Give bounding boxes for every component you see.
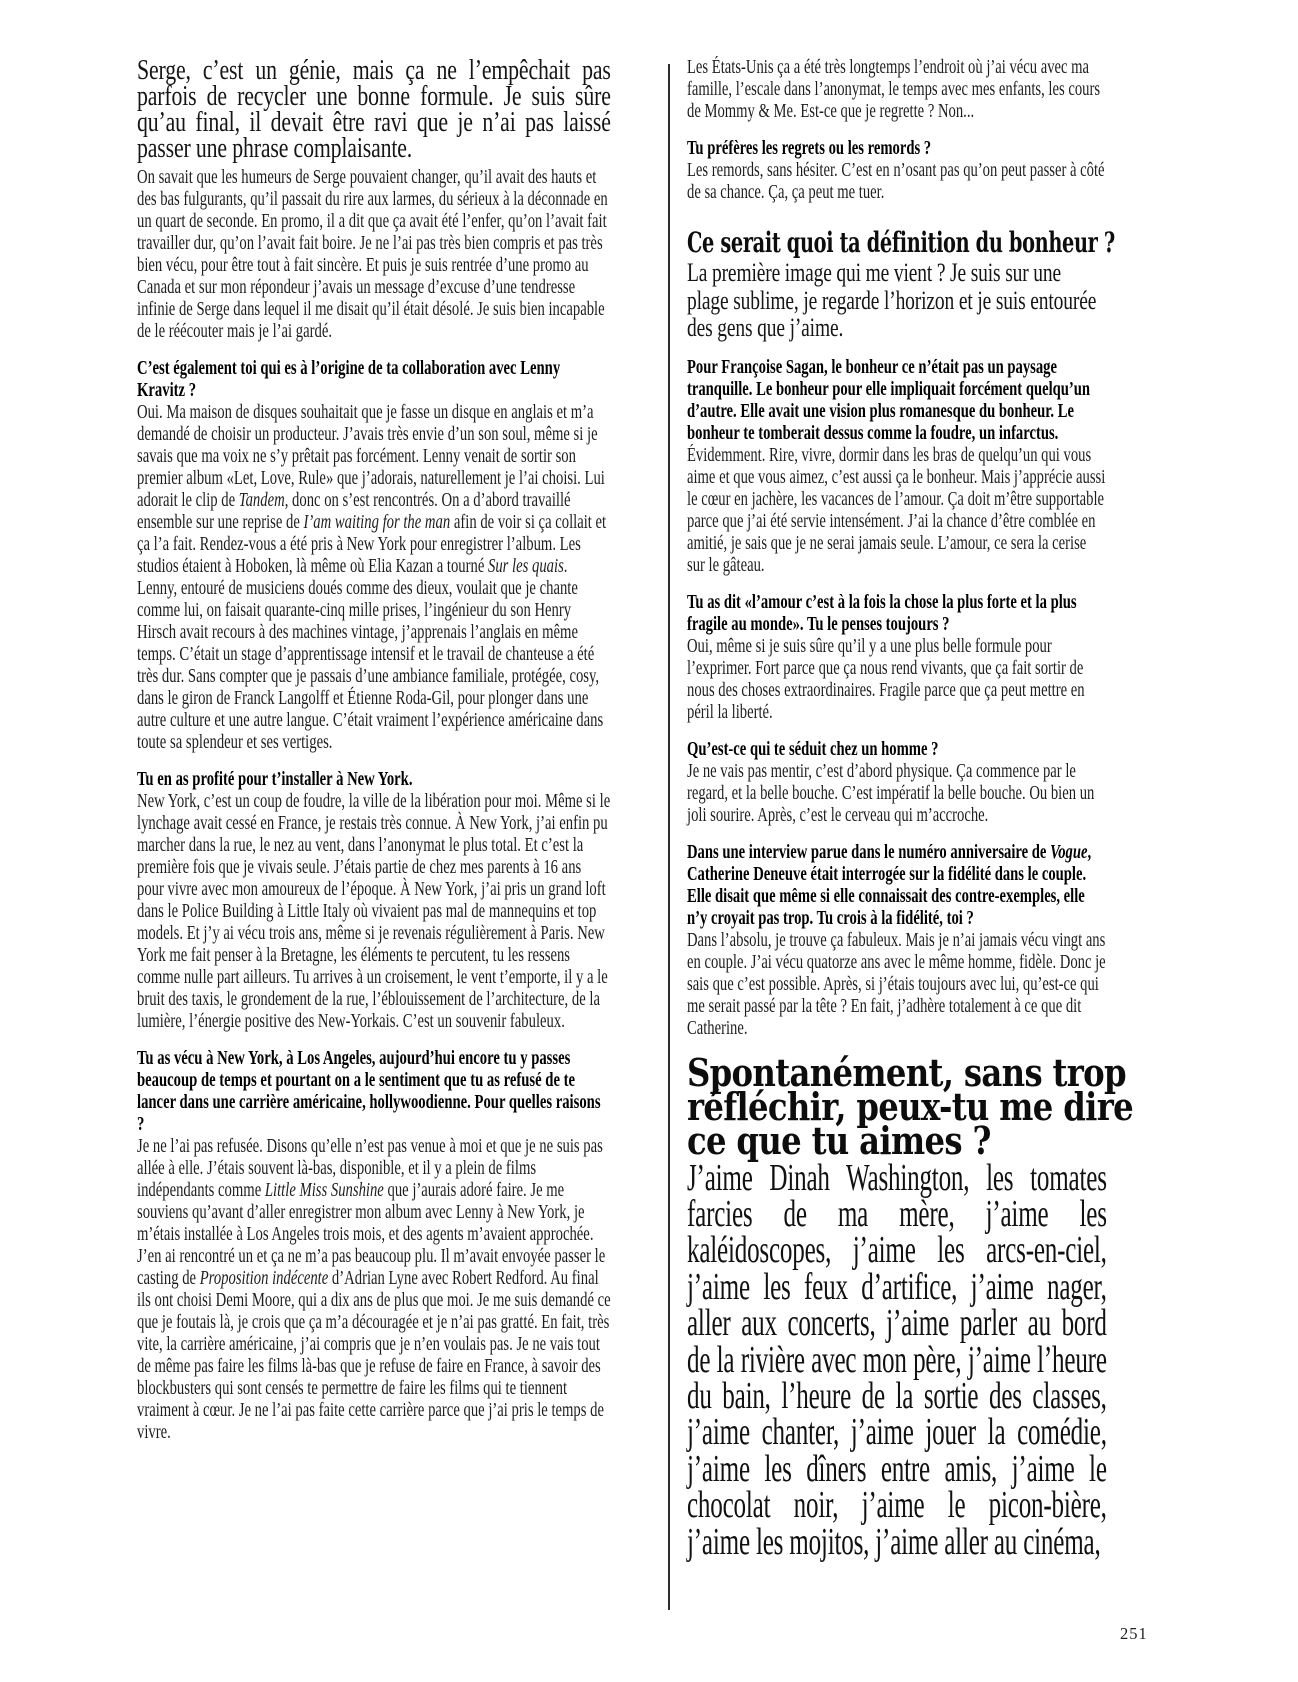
interview-answer: Dans l’absolu, je trouve ça fabuleux. Mais je n’ai jamais vécu vingt ans en couple. J’ai vécu quatorze ans avec le même homme, fidèle. Donc je sais que c’est possible. Après, si j’étais toujours avec lui, qu’est-ce qui me serait passé par la tête ? En fait, j’adhère totalement à ce que dit Catherine. — [687, 929, 1110, 1039]
interview-question: Qu’est-ce qui te séduit chez un homme ? — [687, 738, 939, 760]
page-number: 251 — [1120, 1624, 1148, 1643]
headline-line: réfléchir, peux-tu me dire — [687, 1083, 1133, 1129]
interview-question: Tu préfères les regrets ou les remords ? — [687, 138, 932, 159]
interview-question: Tu as vécu à New York, à Los Angeles, aujourd’hui encore tu y passes beaucoup de temps et pourtant on a le sentiment que tu as refusé de te lancer dans une carrière américaine, hollywoodienne. Pour quelles raisons ? — [137, 1048, 605, 1135]
headline-line: Ce serait quoi ta définition du bonheur ? — [687, 226, 1115, 259]
interview-question: Tu as dit «l’amour c’est à la fois la chose la plus forte et la plus fragile au monde». Tu le penses toujours ? — [687, 591, 1081, 635]
body-paragraph: Les États-Unis ça a été très longtemps l’endroit où j’ai vécu avec ma famille, l’escale dans l’anonymat, le temps avec mes enfants, les cours de Mommy & Me. Est-ce que je regrette ? Non... — [687, 57, 1104, 122]
likes-pull-quote: J’aime Dinah Washington, les tomates farcies de ma mère, j’aime les kaléidoscopes, j’aime les arcs-en-ciel, j’aime les feux d’artifice, j’aime nager, aller aux concerts, j’aime parler au bord de la rivière avec mon père, j’aime l’heure du bain, l’heure de la sortie des classes, j’aime chanter, j’aime jouer la comédie, j’aime les dîners entre amis, j’aime le chocolat noir, j’aime le picon-bière, j’aime les mojitos, j’aime aller au cinéma, — [687, 1156, 1113, 1563]
intro-pull-quote: Serge, c’est un génie, mais ça ne l’empêchait pas parfois de recycler une bonne formule. Je suis sûre qu’au final, il devait être ravi que je n’ai pas laissé passer une phrase complaisante. — [137, 54, 617, 164]
section-headline — [687, 226, 1115, 259]
interview-answer: Les remords, sans hésiter. C’est en n’osant pas qu’on peut passer à côté de sa chance. Ça, ça peut me tuer. — [687, 160, 1109, 203]
interview-question: Pour Françoise Sagan, le bonheur ce n’était pas un paysage tranquille. Le bonheur pour elle impliquait forcément quelqu’un d’autre. Elle avait une vision plus romanesque du bonheur. Le bonheur te tomberait dessus comme la foudre, un infarctus. — [687, 356, 1094, 444]
interview-answer: Je ne vais pas mentir, c’est d’abord physique. Ça commence par le regard, et la belle bouche. C’est impératif la belle bouche. Ou bien un joli sourire. Après, c’est le cerveau qui m’accroche. — [687, 760, 1098, 826]
interview-question: Tu en as profité pour t’installer à New York. — [137, 769, 413, 790]
interview-answer: Oui. Ma maison de disques souhaitait que je fasse un disque en anglais et m’a demandé de choisir un producteur. J’avais très envie d’un son soul, même si je savais que ma voix ne s’y prêtait pas forcément. Lenny venait de sortir son premier album «Let, Love, Rule» que j’adorais, naturellement je l’ai choisi. Lui adorait le clip de Tandem, donc on s’est rencontrés. On a d’abord travaillé ensemble sur une reprise de I’am waiting for the man afin de voir si ça collait et ça l’a fait. Rendez-vous a été pris à New York pour enregistrer l’album. Les studios étaient à Hoboken, là même où Elia Kazan a tourné Sur les quais. Lenny, entouré de musiciens doués comme des dieux, voulait que je chante comme lui, on faisait quarante-cinq mille prises, l’ingénieur du son Henry Hirsch avait recours à des machines vintage, j’apprenais l’anglais en même temps. C’était un stage d’apprentissage intensif et le travail de chanteuse a été très dur. Sans compter que je passais d’une ambiance familiale, protégée, cosy, dans le giron de Franck Langolff et Étienne Roda-Gil, pour plonger dans une autre culture et une autre langue. C’était vraiment l’expérience américaine dans toute sa splendeur et ses vertiges. — [137, 402, 610, 753]
interview-question: C’est également toi qui es à l’origine de ta collaboration avec Lenny Kravitz ? — [137, 358, 564, 401]
interview-question: Dans une interview parue dans le numéro anniversaire de Vogue, Catherine Deneuve était interrogée sur la fidélité dans le couple. Elle disait que même si elle connaissait des contre-exemples, elle n’y croyait pas trop. Tu crois à la fidélité, toi ? — [687, 841, 1095, 929]
body-paragraph: On savait que les humeurs de Serge pouvaient changer, qu’il avait des hauts et des bas fulgurants, qu’il passait du rire aux larmes, du sérieux à la déconnade en un quart de seconde. En promo, il a dit que ça avait été l’enfer, qu’on l’avait fait travailler dur, qu’on l’avait fait boire. Je ne l’ai pas très bien compris et pas très bien vécu, pour être tout à fait sincère. Et puis je suis rentrée d’une promo au Canada et sur mon répondeur j’avais un message d’excuse d’une tendresse infinie de Serge dans lequel il me disait qu’il était désolé. Je suis bien incapable de le réécouter mais je l’ai gardé. — [137, 167, 612, 342]
column-divider — [668, 64, 670, 1610]
interview-answer: New York, c’est un coup de foudre, la ville de la libération pour moi. Même si le lynchage avait cessé en France, je restais très connue. À New York, j’ai enfin pu marcher dans la rue, le nez au vent, dans l’anonymat le plus total. Et c’est la première fois que je vivais seule. J’étais partie de chez mes parents à 16 ans pour vivre avec mon amoureux de l’époque. À New York, j’ai pris un grand loft dans le Police Building à Little Italy où vivaient pas mal de mannequins et top models. Et j’y ai vécu trois ans, même si je revenais régulièrement à Paris. New York me fait penser à la Bretagne, les éléments te percutent, tu les ressens comme nulle part ailleurs. Tu arrives à un croisement, le vent t’emporte, il y a le bruit des taxis, le grondement de la rue, l’éblouissement de l’architecture, de la lumière, l’énergie positive des New-Yorkais. C’est un souvenir fabuleux. — [137, 791, 614, 1032]
left-column — [137, 54, 617, 1444]
interview-answer: Évidemment. Rire, vivre, dormir dans les bras de quelqu’un qui vous aime et que vous aimez, c’est aussi ça le bonheur. Mais j’apprécie aussi le cœur en jachère, les vacances de l’amour. Ça doit m’être supportable parce que j’ai été servie intensément. J’ai la chance d’être comblée en amitié, je sais que je ne serai jamais seule. L’amour, ce sera la cerise sur le gâteau. — [687, 444, 1109, 576]
interview-answer: Je ne l’ai pas refusée. Disons qu’elle n’est pas venue à moi et que je ne suis pas allée à elle. J’étais souvent là-bas, disponible, et il y a plein de films indépendants comme Little Miss Sunshine que j’aurais adoré faire. Je me souviens qu’avant d’aller enregistrer mon album avec Lenny à New York, je m’étais installée à Los Angeles trois mois, et des agents m’avaient approchée. J’en ai rencontré un et ça ne m’a pas beaucoup plu. Il m’avait envoyée passer le casting de Proposition indécente d’Adrian Lyne avec Robert Redford. Au final ils ont choisi Demi Moore, qui a dix ans de plus que moi. Je me suis demandé ce que je foutais là, je crois que ça m’a découragée et je n’ai pas gratté. En fait, très vite, la carrière américaine, j’ai compris que je n’en voulais pas. Je ne vais tout de même pas faire les films là-bas que je refuse de faire en France, à savoir des blockbusters qui sont censés te permettre de faire les films qui te tiennent vraiment à cœur. Je ne l’ai pas faite cette carrière parce que j’ai pris le temps de vivre. — [137, 1136, 615, 1443]
section-headline — [687, 1049, 1133, 1163]
headline-line: Spontanément, sans trop — [687, 1049, 1126, 1095]
right-column — [687, 57, 1133, 1563]
headline-line: ce que tu aimes ? — [687, 1117, 991, 1163]
interview-answer: Oui, même si je suis sûre qu’il y a une plus belle formule pour l’exprimer. Fort parce que ça nous rend vivants, que ça fait sortir de nous des choses extraordinaires. Fragile parce que ça peut mettre en péril la liberté. — [687, 635, 1089, 723]
headline-answer: La première image qui me vient ? Je suis sur une plage sublime, je regarde l’horizon et je suis entourée des gens que j’aime. — [687, 258, 1101, 342]
